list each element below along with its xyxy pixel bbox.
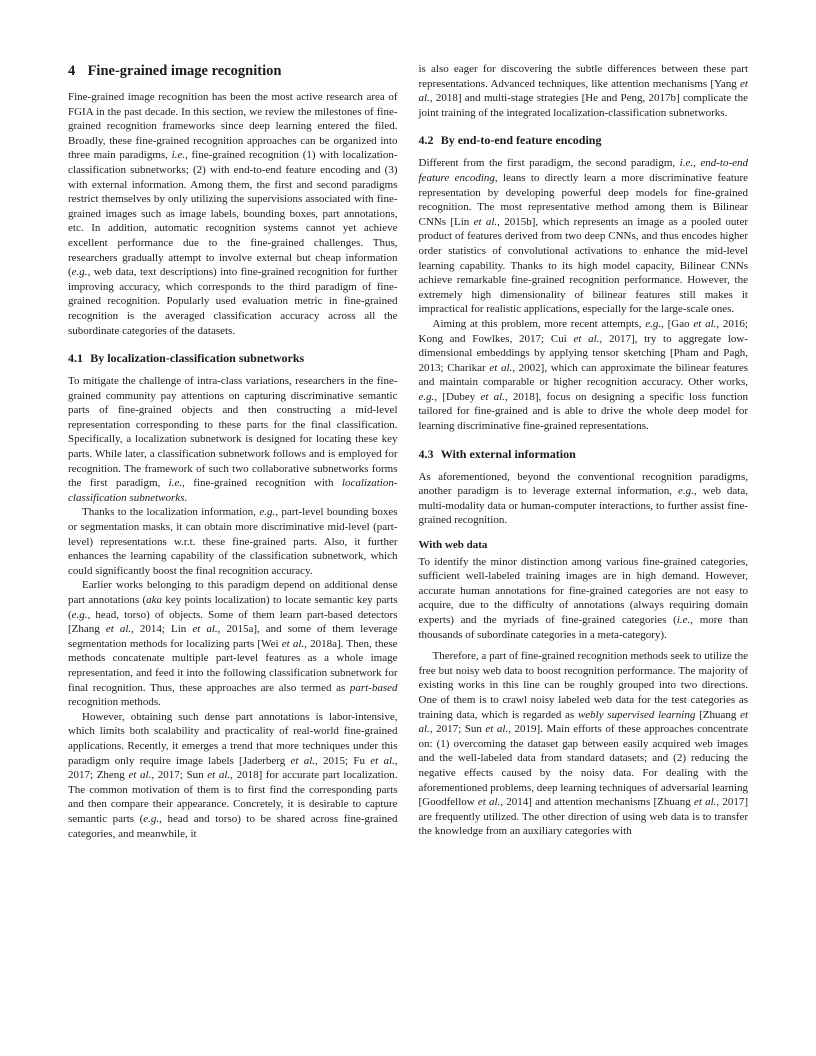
paragraph: Different from the first paradigm, the second paradigm, i.e., end-to-end feature encoding, leans to directly learn a more discriminative feature representation by developing powerful deep models for fine-grained recognition. The most representative method among them is Bilinear CNNs [Lin et al., 2015b], which represents an image as a pooled outer product of features derived from two deep CNNs, and thus encodes higher order statistics of convolutional activations to enhance the mid-level learning capability. Thanks to its high model capacity, Bilinear CNNs achieve remarkable fine-grained recognition performance. However, the extremely high dimensionality of bilinear features still makes it impractical for realistic applications, especially for the large-scale ones. (418, 157, 749, 316)
paragraph: Thanks to the localization information, e.g., part-level bounding boxes or segmentation masks, it can obtain more discriminative mid-level (part-level) representations w.r.t. these fine-grained parts. Also, it further enhances the learning capability of the classification subnetwork, which could significantly boost the final recognition accuracy. (68, 506, 398, 577)
subsection-title: By localization-classification subnetworks (90, 351, 305, 366)
subsection-number: 4.1 (68, 351, 83, 366)
subsection-title: With external information (440, 446, 576, 461)
right-column (419, 62, 749, 998)
paragraph: To identify the minor distinction among various fine-grained categories, sufficient well-labeled training images are in high demand. However, accurate human annotations for fine-grained categories are not easy to acquire, due to the difficulty of annotations (always requiring domain experts) and the myriads of fine-grained categories (i.e., more than thousands of subordinate categories in a meta-category). (418, 555, 748, 641)
section-number: 4 (68, 63, 76, 79)
left-column (68, 62, 398, 998)
section-heading-4 (68, 62, 398, 80)
paragraph: As aforementioned, beyond the conventional recognition paradigms, another paradigm is to leverage external information, e.g., web data, multi-modality data or human-computer interactions, to further assist fine-grained recognition. (418, 470, 748, 527)
paragraph-heading-web-data: With web data (418, 539, 488, 552)
subsection-title: By end-to-end feature encoding (440, 133, 602, 148)
two-column-layout (68, 62, 748, 998)
intro-paragraph: Fine-grained image recognition has been the most active research area of FGIA in the past decade. In this section, we review the milestones of fine-grained recognition frameworks since deep learning entered the filed. Broadly, these fine-grained recognition approaches can be organized into three main paradigms, i.e., fine-grained recognition (1) with localization-classification subnetworks; (2) with end-to-end feature encoding and (3) with external information. Among them, the first and second paradigms restrict themselves by only utilizing the supervisions associated with fine-grained images such as image labels, bounding boxes, part annotations, etc. In addition, automatic recognition systems cannot yet achieve excellent performance due to the fine-grained challenges. Thus, researchers gradually attempt to involve external but cheap information (e.g., web data, text descriptions) into fine-grained recognition for further improving accuracy, which corresponds to the third paradigm of fine-grained recognition. Popularly used evaluation metric in fine-grained recognition is the averaged classification accuracy across all the subordinate categories of the datasets. (68, 91, 398, 337)
paragraph: To mitigate the challenge of intra-class variations, researchers in the fine-grained community pay attentions on capturing discriminative semantic parts of fine-grained objects and then constructing a mid-level representation corresponding to these parts for the final classification. Specifically, a localization subnetwork is designed for locating these key parts. While later, a classification subnetwork follows and is employed for recognition. The framework of such two collaborative subnetworks forms the first paradigm, i.e., fine-grained recognition with localization-classification subnetworks. (68, 375, 398, 504)
paragraph: However, obtaining such dense part annotations is labor-intensive, which limits both scalability and practicality of real-world fine-grained applications. Recently, it emerges a trend that more techniques under this paradigm only require image labels [Jaderberg et al., 2015; Fu et al., 2017; Zheng et al., 2017; Sun et al., 2018] for accurate part localization. The common motivation of them is to first find the corresponding parts and then compare their appearance. Concretely, it is desirable to capture semantic parts (e.g., head and torso) to be shared across fine-grained categories, and meanwhile, it (68, 710, 398, 840)
paragraph: Therefore, a part of fine-grained recognition methods seek to utilize the free but noisy web data to boost recognition performance. The majority of existing works in this line can be roughly grouped into two directions. One of them is to crawl noisy labeled web data for the test categories as training data, which is regarded as webly supervised learning [Zhuang et al., 2017; Sun et al., 2019]. Main efforts of these approaches concentrate on: (1) overcoming the dataset gap between easily acquired web images and the well-labeled data from standard datasets; and (2) reducing the negative effects caused by the noisy data. For dealing with the aforementioned problems, deep learning techniques of adversarial learning [Goodfellow et al., 2014] and attention mechanisms [Zhuang et al., 2017] are frequently utilized. The other direction of using web data is to transfer the knowledge from an auxiliary categories with (418, 650, 749, 838)
subsection-number: 4.3 (418, 446, 434, 461)
paragraph: Aiming at this problem, more recent attempts, e.g., [Gao et al., 2016; Kong and Fowlkes, 2017; Cui et al., 2017], try to aggregate low-dimensional embeddings by applying tensor sketching [Pham and Pagh, 2013; Charikar et al., 2002], which can approximate the bilinear features and maintain comparable or higher recognition accuracy. Other works, e.g., [Dubey et al., 2018], focus on designing a specific loss function tailored for fine-grained and is able to drive the whole deep model for learning discriminative fine-grained representations. (418, 317, 748, 433)
section-title: Fine-grained image recognition (87, 63, 282, 79)
subsection-number: 4.2 (418, 133, 434, 148)
continuation-paragraph: is also eager for discovering the subtle differences between these part representations. Advanced techniques, like attention mechanisms [Yang et al., 2018] and multi-stage strategies [He and Peng, 2017b] complicate the joint training of the integrated localization-classification subnetworks. (418, 63, 748, 119)
subsection-heading-4-2 (419, 133, 749, 148)
paragraph: Earlier works belonging to this paradigm depend on additional dense part annotations (aka key points localization) to locate semantic key parts (e.g., head, torso) of objects. Some of them learn part-based detectors [Zhang et al., 2014; Lin et al., 2015a], and some of them leverage segmentation methods for localizing parts [Wei et al., 2018a]. Then, these methods concatenate multiple part-level features as a whole image representation, and feed it into the following classification subnetwork for final recognition. Thus, these approaches are also termed as part-based recognition methods. (68, 579, 398, 709)
subsection-heading-4-3 (419, 447, 749, 462)
subsection-heading-4-1 (68, 351, 398, 366)
